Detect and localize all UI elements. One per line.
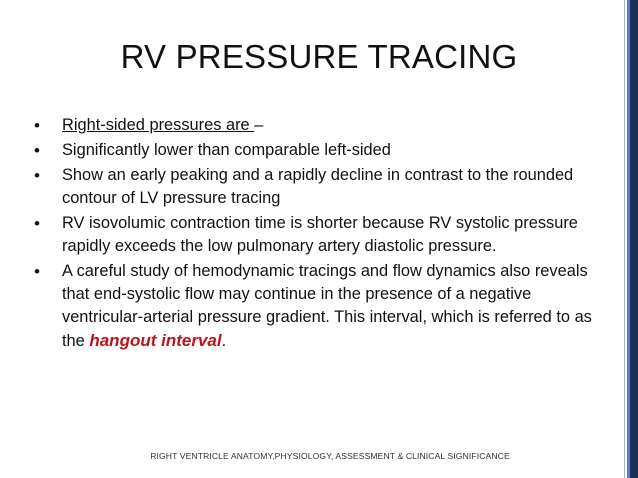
bullet-text-underlined: Right-sided pressures are [62,116,255,134]
bullet-item [34,260,599,353]
bullet-dot: • [34,262,40,281]
bullet-dot: • [34,116,40,135]
highlight-term: hangout interval [89,331,222,350]
bullet-item [34,212,599,258]
bullet-text: Significantly lower than comparable left-sided [62,141,391,159]
bullet-text: A careful study of hemodynamic tracings and flow dynamics also reveals that end-systolic flow may continue in the presence of a negative ventricular-arterial pressure gradient. This interval, which is referred to as the [62,262,592,350]
bullet-text: RV isovolumic contraction time is shorter because RV systolic pressure rapidly exceeds the low pulmonary artery diastolic pressure. [62,214,578,255]
bullet-item [34,114,599,137]
bullet-dot: • [34,141,40,160]
bullet-dot: • [34,214,40,233]
bullet-item [34,139,599,162]
bullet-item [34,164,599,210]
bullet-text: – [254,116,264,134]
bullet-text-end: . [221,332,227,350]
slide-footer: RIGHT VENTRICLE ANATOMY,PHYSIOLOGY, ASSESSMENT & CLINICAL SIGNIFICANCE [150,451,510,461]
bullet-text: Show an early peaking and a rapidly decline in contrast to the rounded contour of LV pressure tracing [62,166,574,207]
slide-title: RV PRESSURE TRACING [120,38,518,75]
bullet-list [34,114,599,355]
bullet-dot: • [34,166,40,185]
